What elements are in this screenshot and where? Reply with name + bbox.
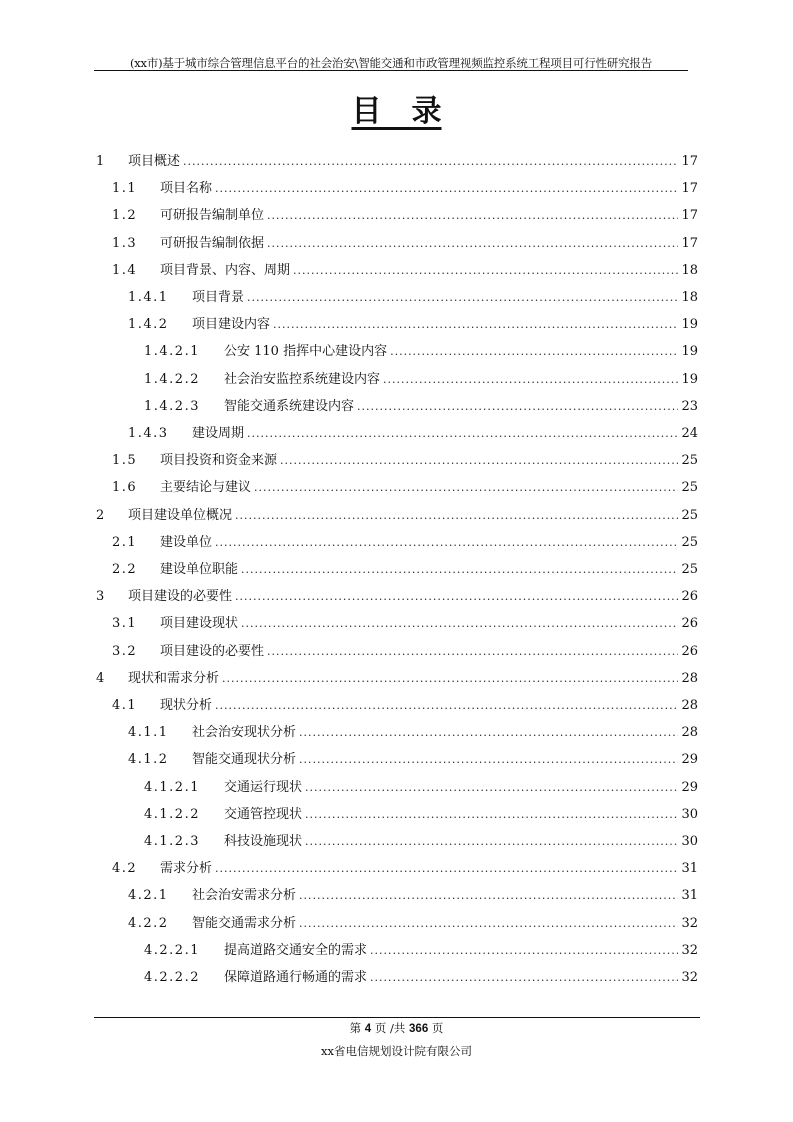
toc-entry-number: 4.2.1: [128, 888, 169, 904]
toc-entry-number: 1.4.2.1: [144, 344, 200, 360]
page-current: 4: [364, 1023, 372, 1035]
toc-entry-number: 4.1.2.1: [144, 779, 200, 795]
toc-entry-page: 17: [681, 208, 698, 224]
toc-entry-number: 4: [96, 670, 106, 686]
toc-entry-number: 4.1: [112, 698, 138, 713]
toc-entry-number: 2: [96, 507, 106, 523]
toc-dot-leader: [241, 560, 678, 580]
toc-entry-page: 31: [681, 861, 698, 877]
running-header: (xx市)基于城市综合管理信息平台的社会治安\智能交通和市政管理视频监控系统工程项目可行性研究报告: [129, 56, 652, 70]
page-middle: 页 /共: [374, 1021, 406, 1035]
toc-entry-page: 25: [681, 480, 698, 496]
toc-dot-leader: [390, 342, 678, 362]
toc-entry[interactable]: [96, 506, 698, 526]
toc-entry-number: 1.1: [112, 181, 138, 197]
toc-entry-page: 25: [681, 534, 698, 550]
toc-entry-title: 项目名称: [160, 181, 213, 197]
toc-entry-title: 可研报告编制单位: [160, 208, 265, 224]
page-total: 366: [409, 1023, 429, 1035]
toc-entry[interactable]: [96, 669, 698, 689]
toc-entry-page: 31: [681, 888, 698, 904]
toc-entry-number: 1.3: [112, 235, 138, 251]
toc-dot-leader: [247, 424, 678, 444]
toc-entry[interactable]: [112, 642, 698, 662]
toc-entry-page: 30: [681, 806, 698, 822]
toc-entry[interactable]: [112, 696, 698, 716]
toc-entry[interactable]: [144, 805, 698, 825]
page-title: [0, 94, 793, 130]
toc-entry-number: 4.1.2.3: [144, 834, 200, 849]
toc-entry-page: 28: [681, 698, 698, 713]
toc-entry-page: 25: [681, 562, 698, 577]
toc-entry-number: 4.1.2: [128, 752, 169, 768]
toc-entry-number: 3: [96, 589, 106, 605]
toc-dot-leader: [183, 152, 678, 172]
toc-dot-leader: [215, 859, 678, 879]
toc-entry-title: 项目概述: [128, 154, 181, 169]
toc-entry-title: 项目建设现状: [160, 616, 239, 632]
toc-dot-leader: [299, 914, 678, 934]
toc-entry-title: 项目背景、内容、周期: [160, 262, 291, 278]
toc-entry-number: 1.4: [112, 262, 138, 278]
toc-entry-title: 可研报告编制依据: [160, 235, 265, 251]
toc-entry-title: 智能交通需求分析: [192, 915, 297, 931]
toc-entry[interactable]: [96, 152, 698, 172]
toc-entry-title: 科技设施现状: [224, 834, 303, 849]
toc-entry-title: 公安 110 指挥中心建设内容: [224, 344, 388, 360]
toc-entry-title: 社会治安监控系统建设内容: [224, 371, 381, 387]
toc-entry-page: 29: [681, 779, 698, 795]
toc-entry-title: 建设单位职能: [160, 562, 239, 577]
toc-entry-number: 1.4.2.2: [144, 371, 200, 387]
toc-entry-page: 23: [681, 398, 698, 414]
toc-entry-page: 19: [681, 317, 698, 333]
toc-dot-leader: [267, 642, 678, 662]
toc-entry[interactable]: [112, 614, 698, 634]
toc-dot-leader: [370, 941, 678, 961]
toc-entry-number: 4.2: [112, 861, 138, 877]
toc-dot-leader: [222, 669, 678, 689]
toc-dot-leader: [235, 506, 678, 526]
toc-entry-title: 项目建设的必要性: [160, 643, 265, 659]
toc-entry-title: 智能交通系统建设内容: [224, 398, 355, 414]
toc-entry-number: 2.2: [112, 562, 138, 577]
toc-dot-leader: [305, 832, 678, 852]
toc-entry-number: 1.2: [112, 208, 138, 224]
toc-entry-title: 建设周期: [192, 426, 245, 441]
toc-entry[interactable]: [112, 179, 698, 199]
toc-entry-title: 交通管控现状: [224, 806, 303, 822]
toc-entry-number: 2.1: [112, 534, 138, 550]
toc-entry-title: 现状和需求分析: [128, 670, 220, 686]
page-suffix: 页: [431, 1021, 444, 1035]
toc-entry-page: 19: [681, 344, 698, 360]
toc-dot-leader: [247, 288, 678, 308]
toc-entry-number: 3.1: [112, 616, 138, 632]
toc-entry-page: 18: [681, 262, 698, 278]
toc-dot-leader: [299, 723, 678, 743]
footer-rule: [94, 1017, 700, 1018]
toc-entry-page: 32: [681, 970, 698, 985]
toc-dot-leader: [383, 370, 678, 390]
toc-entry-page: 25: [681, 507, 698, 523]
toc-entry-title: 保障道路通行畅通的需求: [224, 970, 368, 985]
toc-entry[interactable]: [112, 478, 698, 498]
toc-dot-leader: [215, 696, 678, 716]
toc-entry[interactable]: [144, 397, 698, 417]
toc-entry[interactable]: [96, 587, 698, 607]
toc-entry-page: 26: [681, 643, 698, 659]
toc-entry-number: 4.1.2.2: [144, 806, 200, 822]
toc-dot-leader: [305, 778, 678, 798]
toc-entry-number: 4.2.2: [128, 915, 169, 931]
toc-entry-number: 4.2.2.2: [144, 970, 200, 985]
toc-entry-page: 29: [681, 752, 698, 768]
toc-entry-number: 1: [96, 154, 106, 169]
toc-entry-title: 项目建设的必要性: [128, 589, 233, 605]
toc-entry[interactable]: [128, 914, 698, 934]
toc-dot-leader: [299, 886, 678, 906]
toc-entry-title: 现状分析: [160, 698, 213, 713]
toc-entry-number: 1.5: [112, 453, 138, 469]
toc-entry[interactable]: [112, 451, 698, 471]
toc-entry-title: 提高道路交通安全的需求: [224, 942, 368, 958]
toc-entry-page: 17: [681, 181, 698, 197]
toc-entry[interactable]: [128, 750, 698, 770]
toc-entry-title: 需求分析: [160, 861, 213, 877]
toc-entry[interactable]: [128, 886, 698, 906]
toc-entry-page: 25: [681, 453, 698, 469]
toc-entry[interactable]: [128, 288, 698, 308]
toc-entry[interactable]: [144, 778, 698, 798]
toc-entry-title: 主要结论与建议: [160, 480, 252, 496]
toc-entry-page: 17: [681, 154, 698, 169]
toc-entry[interactable]: [112, 560, 698, 580]
toc-entry[interactable]: [144, 370, 698, 390]
toc-dot-leader: [215, 179, 678, 199]
toc-entry[interactable]: [128, 723, 698, 743]
toc-dot-leader: [241, 614, 678, 634]
toc-entry-number: 1.4.2.3: [144, 398, 200, 414]
toc-dot-leader: [273, 315, 678, 335]
toc-dot-leader: [267, 206, 678, 226]
header-rule: [94, 70, 688, 71]
toc-dot-leader: [370, 968, 678, 988]
toc-entry[interactable]: [112, 206, 698, 226]
toc-entry-title: 项目投资和资金来源: [160, 453, 278, 469]
page-number: [0, 1021, 793, 1036]
toc-entry-page: 32: [681, 942, 698, 958]
toc-entry-title: 社会治安需求分析: [192, 888, 297, 904]
toc-entry[interactable]: [144, 941, 698, 961]
toc-entry[interactable]: [112, 234, 698, 254]
toc-dot-leader: [235, 587, 678, 607]
toc-entry-page: 26: [681, 589, 698, 605]
toc-entry[interactable]: [144, 968, 698, 988]
toc-entry[interactable]: [128, 315, 698, 335]
toc-entry-number: 4.1.1: [128, 725, 169, 741]
toc-entry[interactable]: [128, 424, 698, 444]
toc-entry[interactable]: [112, 261, 698, 281]
toc-entry-page: 28: [681, 725, 698, 741]
toc-entry-page: 32: [681, 915, 698, 931]
toc-dot-leader: [293, 261, 678, 281]
toc-entry-title: 项目背景: [192, 290, 245, 305]
toc-entry-page: 30: [681, 834, 698, 849]
toc-entry-page: 17: [681, 235, 698, 251]
toc-dot-leader: [254, 478, 678, 498]
toc-entry-number: 1.6: [112, 480, 138, 496]
toc-dot-leader: [305, 805, 678, 825]
toc-dot-leader: [215, 533, 678, 553]
page-title-text: 目 录: [351, 94, 442, 129]
toc-entry-number: 3.2: [112, 643, 138, 659]
toc-entry-title: 项目建设单位概况: [128, 507, 233, 523]
toc-entry-title: 社会治安现状分析: [192, 725, 297, 741]
toc-entry-number: 4.2.2.1: [144, 942, 200, 958]
toc-entry-number: 1.4.1: [128, 290, 169, 305]
toc-entry-page: 28: [681, 670, 698, 686]
toc-entry-title: 交通运行现状: [224, 779, 303, 795]
toc-dot-leader: [267, 234, 678, 254]
toc-entry-page: 18: [681, 290, 698, 305]
toc-entry-title: 智能交通现状分析: [192, 752, 297, 768]
toc-entry-page: 26: [681, 616, 698, 632]
toc-dot-leader: [280, 451, 678, 471]
page-prefix: 第: [349, 1021, 362, 1035]
toc-entry[interactable]: [112, 859, 698, 879]
toc-entry-number: 1.4.3: [128, 426, 169, 441]
toc-entry-number: 1.4.2: [128, 317, 169, 333]
toc-dot-leader: [357, 397, 678, 417]
toc-entry[interactable]: [144, 342, 698, 362]
toc-entry[interactable]: [144, 832, 698, 852]
toc-entry[interactable]: [112, 533, 698, 553]
toc-dot-leader: [299, 750, 678, 770]
toc-entry-title: 项目建设内容: [192, 317, 271, 333]
toc-entry-page: 19: [681, 371, 698, 387]
toc-entry-title: 建设单位: [160, 534, 213, 550]
organization: xx省电信规划设计院有限公司: [321, 1044, 472, 1058]
toc-entry-page: 24: [681, 426, 698, 441]
